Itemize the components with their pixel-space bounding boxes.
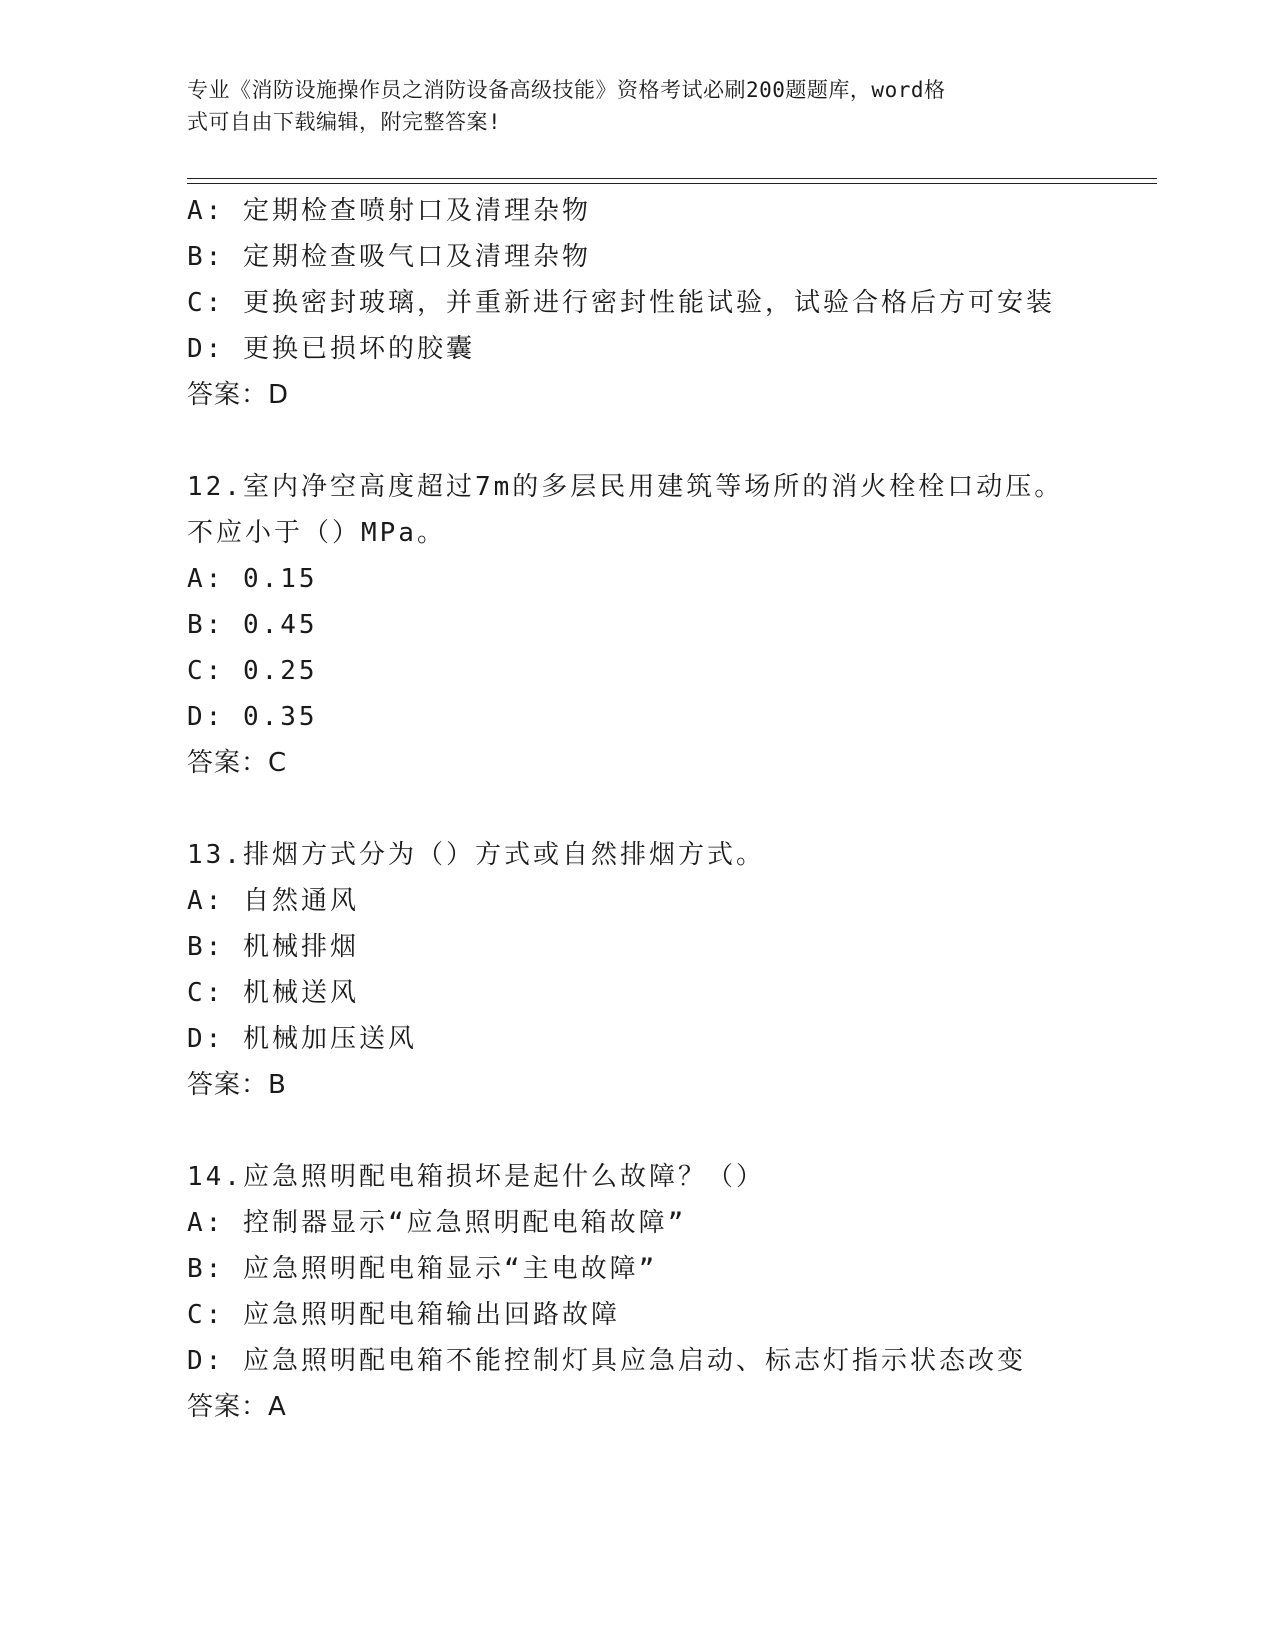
option-d: D: 0.35 (187, 702, 318, 732)
question-stem-line-1: 12.室内净空高度超过7m的多层民用建筑等场所的消火栓栓口动压。 (187, 472, 1064, 502)
answer: 答案：C (187, 748, 288, 778)
option-b: B: 机械排烟 (187, 932, 359, 962)
question-12 (187, 464, 1147, 786)
option-b: B: 0.45 (187, 610, 318, 640)
answer: 答案：D (187, 380, 290, 410)
question-13 (187, 832, 1147, 1108)
question-stem-line-1: 14.应急照明配电箱损坏是起什么故障？（） (187, 1162, 765, 1192)
header-line-1: 专业《消防设施操作员之消防设备高级技能》资格考试必刷200题题库，word格 (187, 78, 946, 102)
option-a: A: 自然通风 (187, 886, 359, 916)
question-11 (187, 188, 1147, 418)
option-d: D: 更换已损坏的胶囊 (187, 334, 475, 364)
answer: 答案：B (187, 1070, 287, 1100)
answer: 答案：A (187, 1392, 287, 1422)
option-b: B: 定期检查吸气口及清理杂物 (187, 242, 591, 272)
option-a: A: 定期检查喷射口及清理杂物 (187, 196, 591, 226)
question-stem-line-1: 13.排烟方式分为（）方式或自然排烟方式。 (187, 840, 765, 870)
option-c: C: 机械送风 (187, 978, 359, 1008)
option-c: C: 0.25 (187, 656, 318, 686)
question-14 (187, 1154, 1147, 1430)
option-a: A: 0.15 (187, 564, 318, 594)
document-header (187, 74, 1067, 138)
option-a: A: 控制器显示“应急照明配电箱故障” (187, 1208, 687, 1238)
header-divider (187, 178, 1157, 184)
option-c: C: 更换密封玻璃，并重新进行密封性能试验，试验合格后方可安装 (187, 288, 1055, 318)
option-d: D: 机械加压送风 (187, 1024, 417, 1054)
option-d: D: 应急照明配电箱不能控制灯具应急启动、标志灯指示状态改变 (187, 1346, 1026, 1376)
question-list (187, 188, 1147, 1430)
option-b: B: 应急照明配电箱显示“主电故障” (187, 1254, 658, 1284)
question-stem-line-2: 不应小于（）MPa。 (187, 518, 446, 548)
option-c: C: 应急照明配电箱输出回路故障 (187, 1300, 620, 1330)
header-line-2: 式可自由下载编辑，附完整答案! (187, 110, 502, 134)
